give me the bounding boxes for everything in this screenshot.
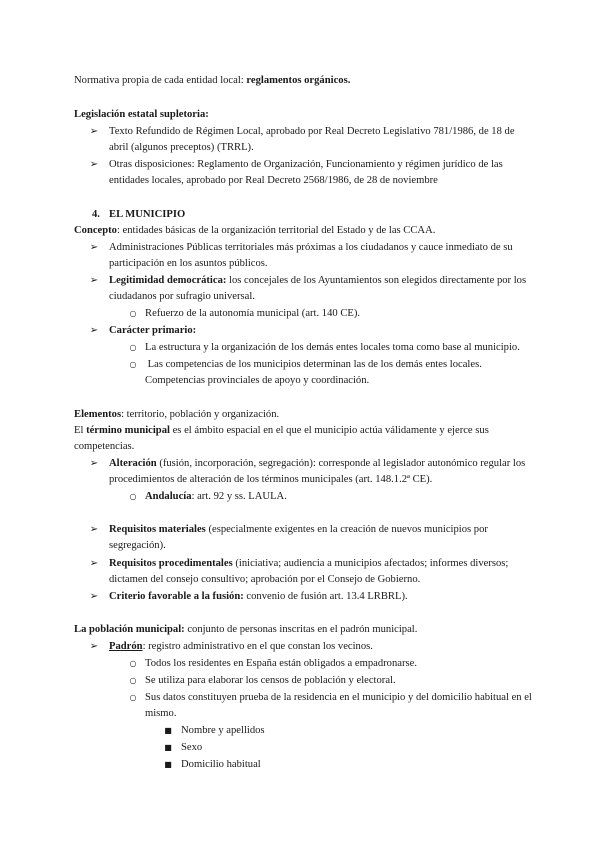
dato-sexo: Sexo: [181, 742, 203, 753]
elementos-text: : territorio, población y organización.: [121, 409, 280, 420]
square-bullet-icon: ■: [164, 726, 172, 735]
admin-line-1: Administraciones Públicas territoriales más próximas a los ciudadanos y cauce inmediato de su: [109, 242, 513, 253]
elementos-label: Elementos: [74, 409, 122, 420]
concepto-line: [74, 223, 435, 239]
arrow-bullet-icon: ➢: [89, 591, 99, 602]
termino-pre: El: [74, 425, 87, 436]
termino-line-2: competencias.: [74, 441, 135, 452]
concepto-text: : entidades básicas de la organización territorial del Estado y de las CCAA.: [116, 225, 436, 236]
supletoria-item-2-line-1: Otras disposiciones: Reglamento de Organización, Funcionamiento y régimen jurídico de las: [109, 159, 503, 170]
andalucia-line: [145, 489, 287, 505]
legitimidad-label: Legitimidad democrática:: [109, 275, 227, 286]
procedimentales-line-1: [109, 556, 508, 572]
supletoria-heading: Legislación estatal supletoria:: [74, 109, 209, 120]
padron-item-2: Se utiliza para elaborar los censos de población y electoral.: [145, 675, 396, 686]
dato-nombre: Nombre y apellidos: [181, 725, 265, 736]
legitimidad-line-1: [109, 273, 526, 289]
criterio-text: convenio de fusión art. 13.4 LRBRL).: [243, 591, 408, 602]
poblacion-line: [74, 622, 417, 638]
arrow-bullet-icon: ➢: [89, 242, 99, 253]
admin-line-2: participación en los asuntos públicos.: [109, 258, 268, 269]
intro-text: Normativa propia de cada entidad local:: [74, 75, 247, 86]
padron-text: : registro administrativo en el que constan los vecinos.: [142, 641, 373, 652]
circle-bullet-icon: ○: [129, 343, 137, 352]
poblacion-text: conjunto de personas inscritas en el padrón municipal.: [184, 624, 418, 635]
criterio-label: Criterio favorable a la fusión:: [109, 591, 244, 602]
padron-item-3-line-2: mismo.: [145, 708, 177, 719]
termino-line-1: [74, 423, 489, 439]
alteracion-text: (fusión, incorporación, segregación): corresponde al legislador autonómico regular los: [156, 458, 526, 469]
section-title: EL MUNICIPIO: [109, 209, 186, 220]
padron-item-1: Todos los residentes en España están obligados a empadronarse.: [145, 658, 417, 669]
circle-bullet-icon: ○: [129, 659, 137, 668]
procedimentales-label: Requisitos procedimentales: [109, 558, 233, 569]
alteracion-line-1: [109, 456, 525, 472]
procedimentales-line-2: dictamen del consejo consultivo; aprobación por el Consejo de Gobierno.: [109, 574, 421, 585]
criterio-line: [109, 589, 408, 605]
alteracion-label: Alteración: [109, 458, 157, 469]
materiales-line-2: segregación).: [109, 540, 166, 551]
materiales-text: (especialmente exigentes en la creación de nuevos municipios por: [205, 524, 488, 535]
andalucia-label: Andalucía: [145, 491, 192, 502]
materiales-line-1: [109, 522, 488, 538]
elementos-line: [74, 407, 279, 423]
circle-bullet-icon: ○: [129, 676, 137, 685]
poblacion-label: La población municipal:: [74, 624, 185, 635]
intro-line: [74, 73, 350, 89]
arrow-bullet-icon: ➢: [89, 275, 99, 286]
padron-line: [109, 639, 373, 655]
arrow-bullet-icon: ➢: [89, 159, 99, 170]
caracter-item-2-line-2: Competencias provinciales de apoyo y coordinación.: [145, 375, 370, 386]
materiales-label: Requisitos materiales: [109, 524, 206, 535]
caracter-item-1: La estructura y la organización de los demás entes locales toma como base al municipio.: [145, 342, 520, 353]
alteracion-line-2: procedimientos de alteración de los términos municipales (art. 148.1.2ª CE).: [109, 474, 433, 485]
padron-item-3-line-1: Sus datos constituyen prueba de la residencia en el municipio y del domicilio habitual en el: [145, 692, 532, 703]
arrow-bullet-icon: ➢: [89, 325, 99, 336]
square-bullet-icon: ■: [164, 760, 172, 769]
circle-bullet-icon: ○: [129, 309, 137, 318]
arrow-bullet-icon: ➢: [89, 458, 99, 469]
caracter-label: Carácter primario:: [109, 325, 197, 336]
legitimidad-text: los concejales de los Ayuntamientos son elegidos directamente por los: [226, 275, 527, 286]
arrow-bullet-icon: ➢: [89, 641, 99, 652]
procedimentales-text: (iniciativa; audiencia a municipios afectados; informes diversos;: [232, 558, 509, 569]
refuerzo-line: Refuerzo de la autonomía municipal (art. 140 CE).: [145, 308, 361, 319]
circle-bullet-icon: ○: [129, 693, 137, 702]
arrow-bullet-icon: ➢: [89, 126, 99, 137]
dato-domicilio: Domicilio habitual: [181, 759, 261, 770]
termino-post: es el ámbito espacial en el que el municipio actúa válidamente y ejerce sus: [169, 425, 489, 436]
termino-bold: término municipal: [86, 425, 170, 436]
supletoria-item-1-line-1: Texto Refundido de Régimen Local, aprobado por Real Decreto Legislativo 781/1986, de 18 de: [109, 126, 515, 137]
section-number: 4.: [92, 209, 100, 220]
padron-label: Padrón: [109, 641, 143, 652]
andalucia-text: : art. 92 y ss. LAULA.: [191, 491, 287, 502]
supletoria-item-2-line-2: entidades locales, aprobado por Real Decreto 2568/1986, de 28 de noviembre: [109, 175, 438, 186]
legitimidad-line-2: ciudadanos por sufragio universal.: [109, 291, 255, 302]
arrow-bullet-icon: ➢: [89, 524, 99, 535]
supletoria-item-1-line-2: abril (algunos preceptos) (TRRL).: [109, 142, 254, 153]
circle-bullet-icon: ○: [129, 360, 137, 369]
square-bullet-icon: ■: [164, 743, 172, 752]
concepto-label: Concepto: [74, 225, 117, 236]
intro-bold: reglamentos orgánicos.: [246, 75, 351, 86]
circle-bullet-icon: ○: [129, 492, 137, 501]
arrow-bullet-icon: ➢: [89, 558, 99, 569]
caracter-item-2-line-1: Las competencias de los municipios determinan las de los demás entes locales.: [145, 359, 482, 370]
